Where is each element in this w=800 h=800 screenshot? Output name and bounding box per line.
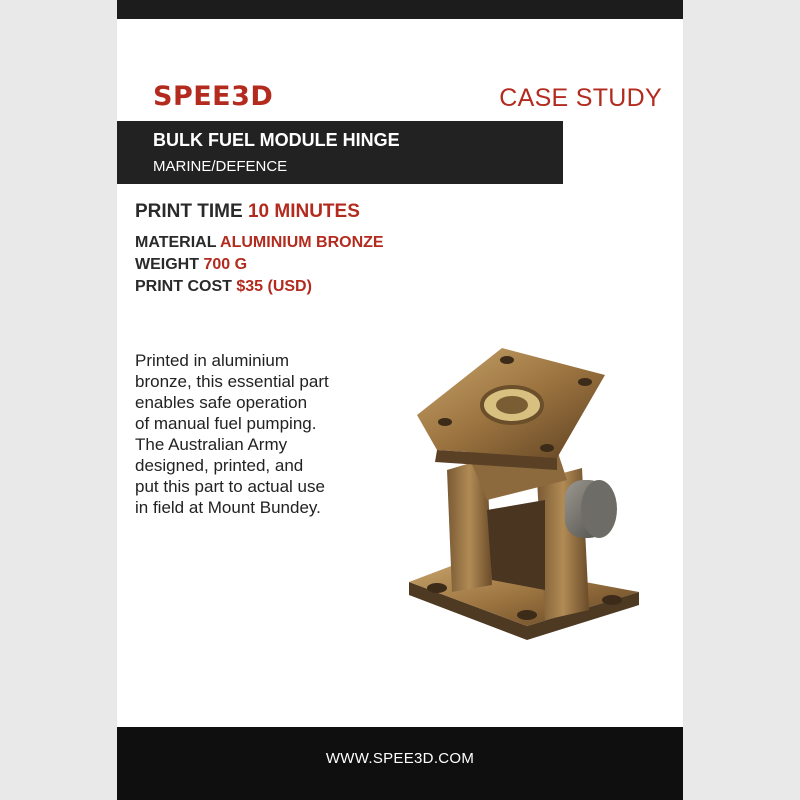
bolt-hole	[602, 595, 622, 605]
title-band	[117, 121, 563, 184]
footer-bar	[117, 727, 683, 800]
website-link[interactable]: WWW.SPEE3D.COM	[325, 750, 475, 767]
port-opening	[496, 396, 528, 414]
spec-label: WEIGHT	[135, 256, 199, 273]
bolt-hole	[517, 610, 537, 620]
spec-label: MATERIAL	[135, 234, 217, 251]
top-bar	[117, 0, 683, 19]
bolt-hole	[427, 583, 447, 593]
spec-print-cost	[135, 277, 312, 296]
bolt-hole	[500, 356, 514, 364]
part-sector: MARINE/DEFENCE	[153, 158, 288, 175]
spec-label: PRINT TIME	[135, 201, 243, 222]
hinge-photo	[407, 330, 647, 660]
spec-print-time	[135, 201, 360, 223]
spec-value: 700 G	[203, 256, 248, 273]
bolt-hole	[540, 444, 554, 452]
spec-value: 10 MINUTES	[247, 201, 360, 222]
part-title: BULK FUEL MODULE HINGE	[153, 130, 400, 150]
case-study-label: CASE STUDY	[499, 84, 662, 112]
hinge-pin-end	[581, 480, 617, 538]
spec-material	[135, 233, 384, 252]
yoke-channel	[487, 500, 545, 590]
description-paragraph: Printed in aluminium bronze, this essential part enables safe operation of manual fuel pumping. The Australian Army designed, printed, and put this part to actual use in field at Mount Bundey.	[135, 351, 329, 517]
spec-value: ALUMINIUM BRONZE	[220, 234, 384, 251]
spec-weight	[135, 255, 247, 274]
spec-value: $35 (USD)	[236, 278, 312, 295]
case-study-sheet	[117, 0, 683, 800]
bolt-hole	[578, 378, 592, 386]
spec-label: PRINT COST	[135, 278, 232, 295]
bolt-hole	[438, 418, 452, 426]
speed3d-logo: SPEE3D	[153, 81, 274, 112]
